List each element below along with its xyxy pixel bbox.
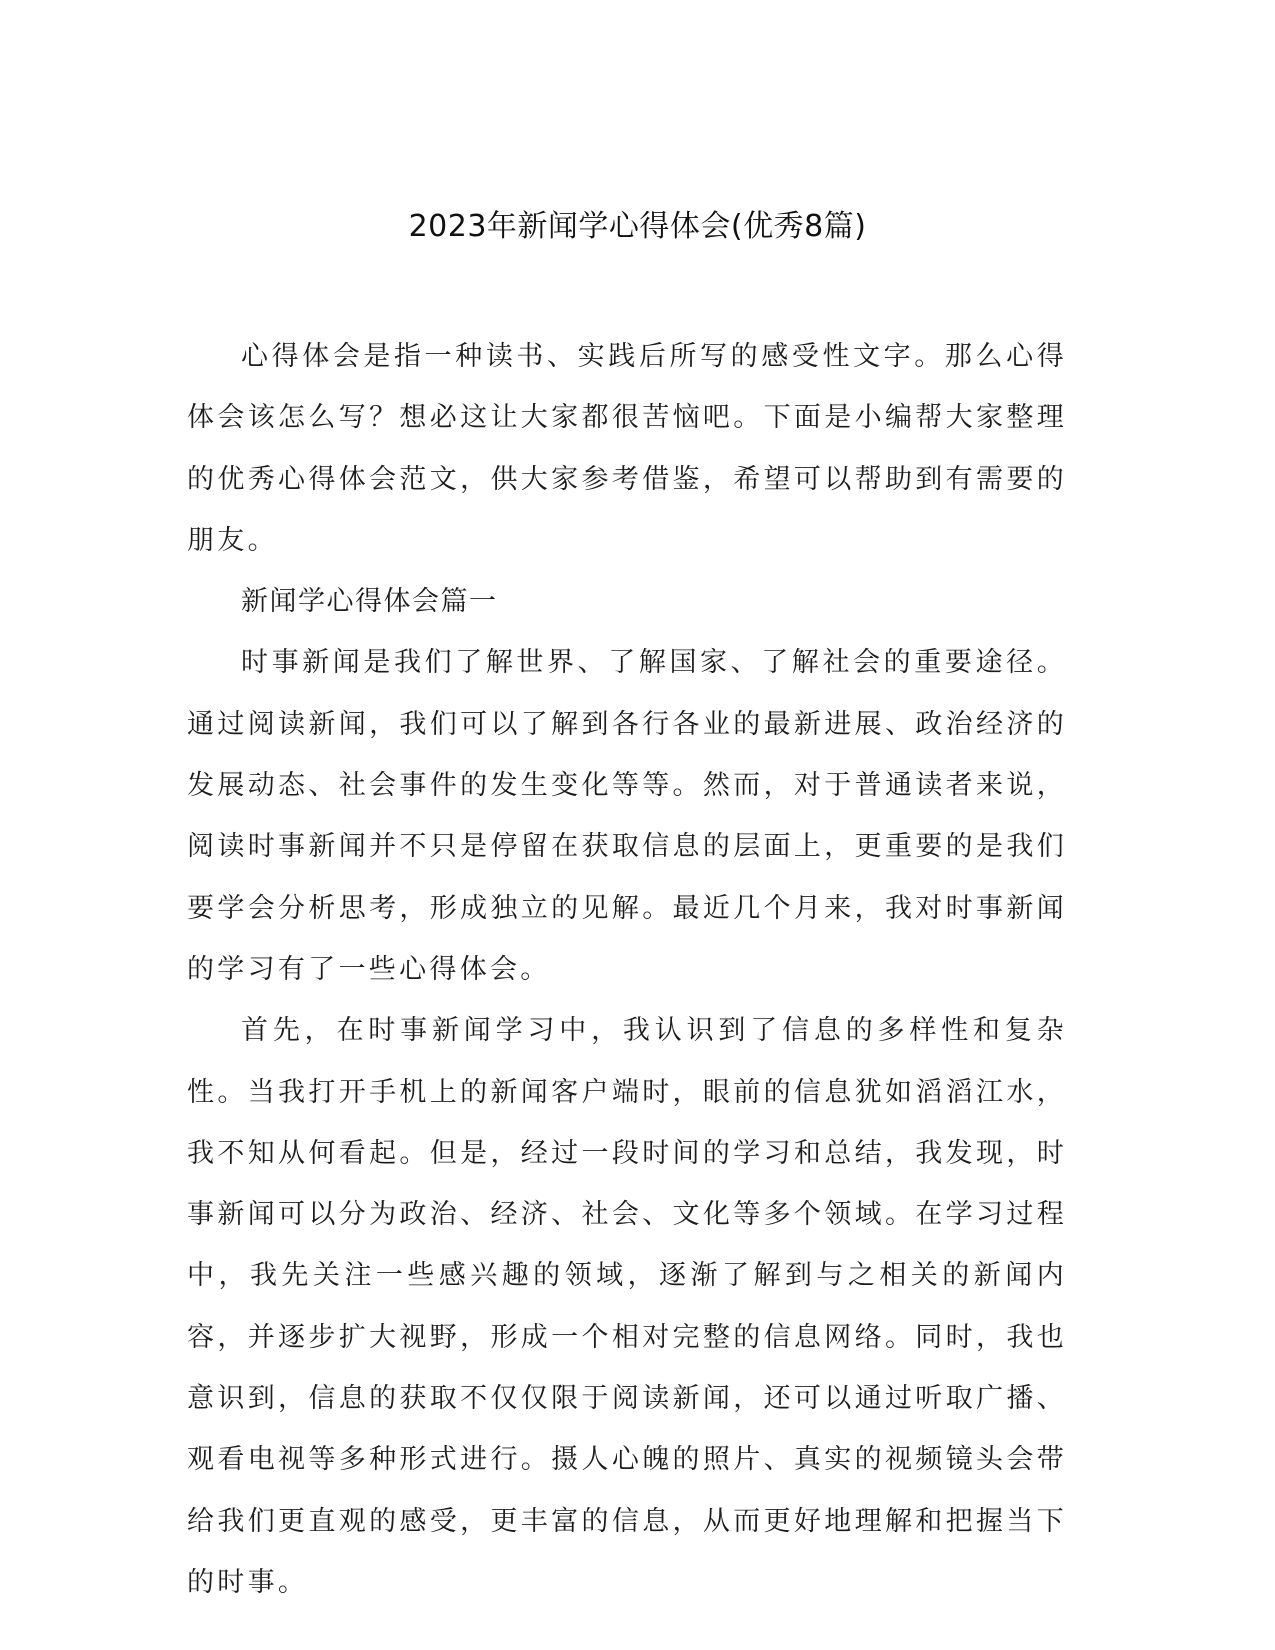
document-title: 2023年新闻学心得体会(优秀8篇) [408, 209, 867, 244]
body-paragraph-1: 时事新闻是我们了解世界、了解国家、了解社会的重要途径。通过阅读新闻，我们可以了解到各行各业的最新进展、政治经济的发展动态、社会事件的发生变化等等。然而，对于普通读者来说，阅读时事新闻并不只是停留在获取信息的层面上，更重要的是我们要学会分析思考，形成独立的见解。最近几个月来，我对时事新闻的学习有了一些心得体会。 [187, 647, 1067, 985]
section-heading: 新闻学心得体会篇一 [241, 586, 498, 618]
intro-paragraph: 心得体会是指一种读书、实践后所写的感受性文字。那么心得体会该怎么写？想必这让大家都很苦恼吧。下面是小编帮大家整理的优秀心得体会范文，供大家参考借鉴，希望可以帮助到有需要的朋友。 [187, 341, 1067, 556]
document-body [187, 326, 1067, 1613]
body-paragraph-2: 首先，在时事新闻学习中，我认识到了信息的多样性和复杂性。当我打开手机上的新闻客户端时，眼前的信息犹如滔滔江水，我不知从何看起。但是，经过一段时间的学习和总结，我发现，时事新闻可以分为政治、经济、社会、文化等多个领域。在学习过程中，我先关注一些感兴趣的领域，逐渐了解到与之相关的新闻内容，并逐步扩大视野，形成一个相对完整的信息网络。同时，我也意识到，信息的获取不仅仅限于阅读新闻，还可以通过听取广播、观看电视等多种形式进行。摄人心魄的照片、真实的视频镜头会带给我们更直观的感受，更丰富的信息，从而更好地理解和把握当下的时事。 [187, 1015, 1067, 1598]
